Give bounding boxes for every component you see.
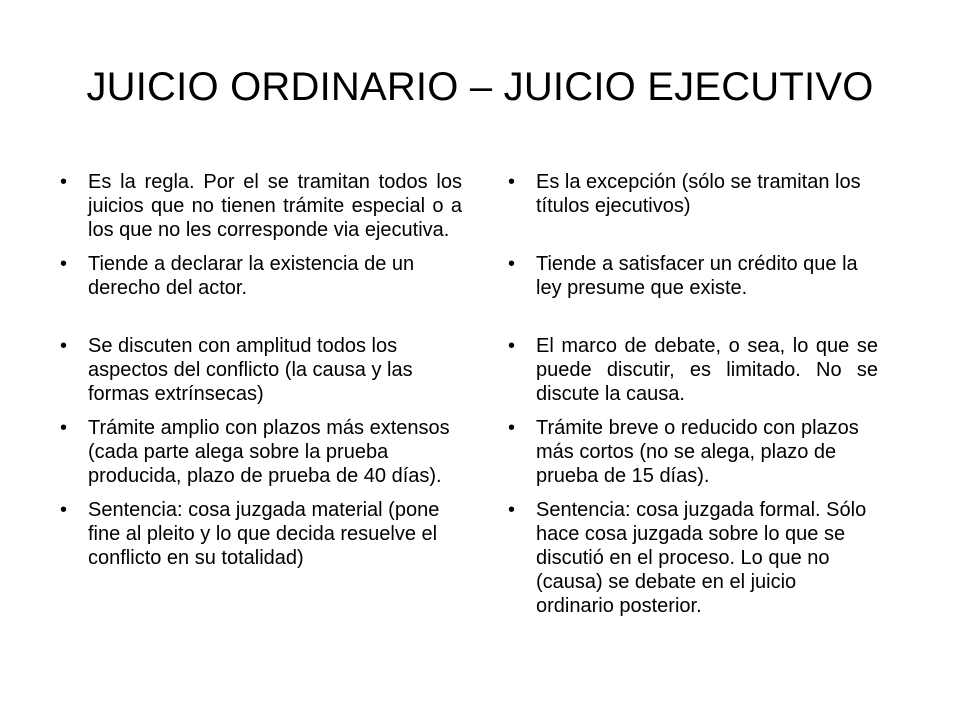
- right-bullet-item: [500, 416, 878, 488]
- left-bullet-text: Trámite amplio con plazos más extensos (cada parte alega sobre la prueba producida, plazo de prueba de 40 días).: [88, 417, 450, 487]
- left-bullet-text: Se discuten con amplitud todos los aspectos del conflicto (la causa y las formas extrínsecas): [88, 335, 413, 405]
- right-bullet-text: Trámite breve o reducido con plazos más cortos (no se alega, plazo de prueba de 15 días).: [536, 417, 859, 487]
- right-bullet-item: [500, 498, 878, 618]
- bullet-icon: •: [60, 417, 68, 439]
- left-bullet-item: [52, 334, 462, 406]
- bullet-icon: •: [508, 499, 516, 521]
- left-bullet-item: [52, 416, 462, 488]
- bullet-icon: •: [508, 417, 516, 439]
- bullet-icon: •: [508, 335, 516, 357]
- right-bullet-item: [500, 252, 878, 300]
- right-bullet-item: [500, 334, 878, 406]
- left-bullet-item: [52, 170, 462, 242]
- bullet-icon: •: [60, 499, 68, 521]
- left-bullet-text: Es la regla. Por el se tramitan todos los juicios que no tienen trámite especial o a los que no les corresponde via ejecutiva.: [88, 171, 462, 241]
- bullet-icon: •: [508, 253, 516, 275]
- bullet-icon: •: [508, 171, 516, 193]
- bullet-icon: •: [60, 335, 68, 357]
- left-bullet-text: Tiende a declarar la existencia de un derecho del actor.: [88, 253, 415, 299]
- left-bullet-text: Sentencia: cosa juzgada material (pone fine al pleito y lo que decida resuelve el conflicto en su totalidad): [88, 499, 440, 569]
- bullet-icon: •: [60, 171, 68, 193]
- left-bullet-item: [52, 252, 462, 300]
- right-bullet-text: Sentencia: cosa juzgada formal. Sólo hace cosa juzgada sobre lo que se discutió en el proceso. Lo que no (causa) se debate en el juicio ordinario posterior.: [536, 499, 867, 617]
- bullet-icon: •: [60, 253, 68, 275]
- right-column-list: [500, 170, 878, 618]
- right-bullet-text: Es la excepción (sólo se tramitan los títulos ejecutivos): [536, 171, 861, 217]
- right-bullet-text: Tiende a satisfacer un crédito que la ley presume que existe.: [536, 253, 858, 299]
- slide-title: JUICIO ORDINARIO – JUICIO EJECUTIVO: [86, 65, 874, 109]
- right-bullet-item: [500, 170, 878, 218]
- left-column-list: [52, 170, 462, 570]
- left-bullet-item: [52, 498, 462, 570]
- right-bullet-text: El marco de debate, o sea, lo que se puede discutir, es limitado. No se discute la causa.: [536, 335, 878, 405]
